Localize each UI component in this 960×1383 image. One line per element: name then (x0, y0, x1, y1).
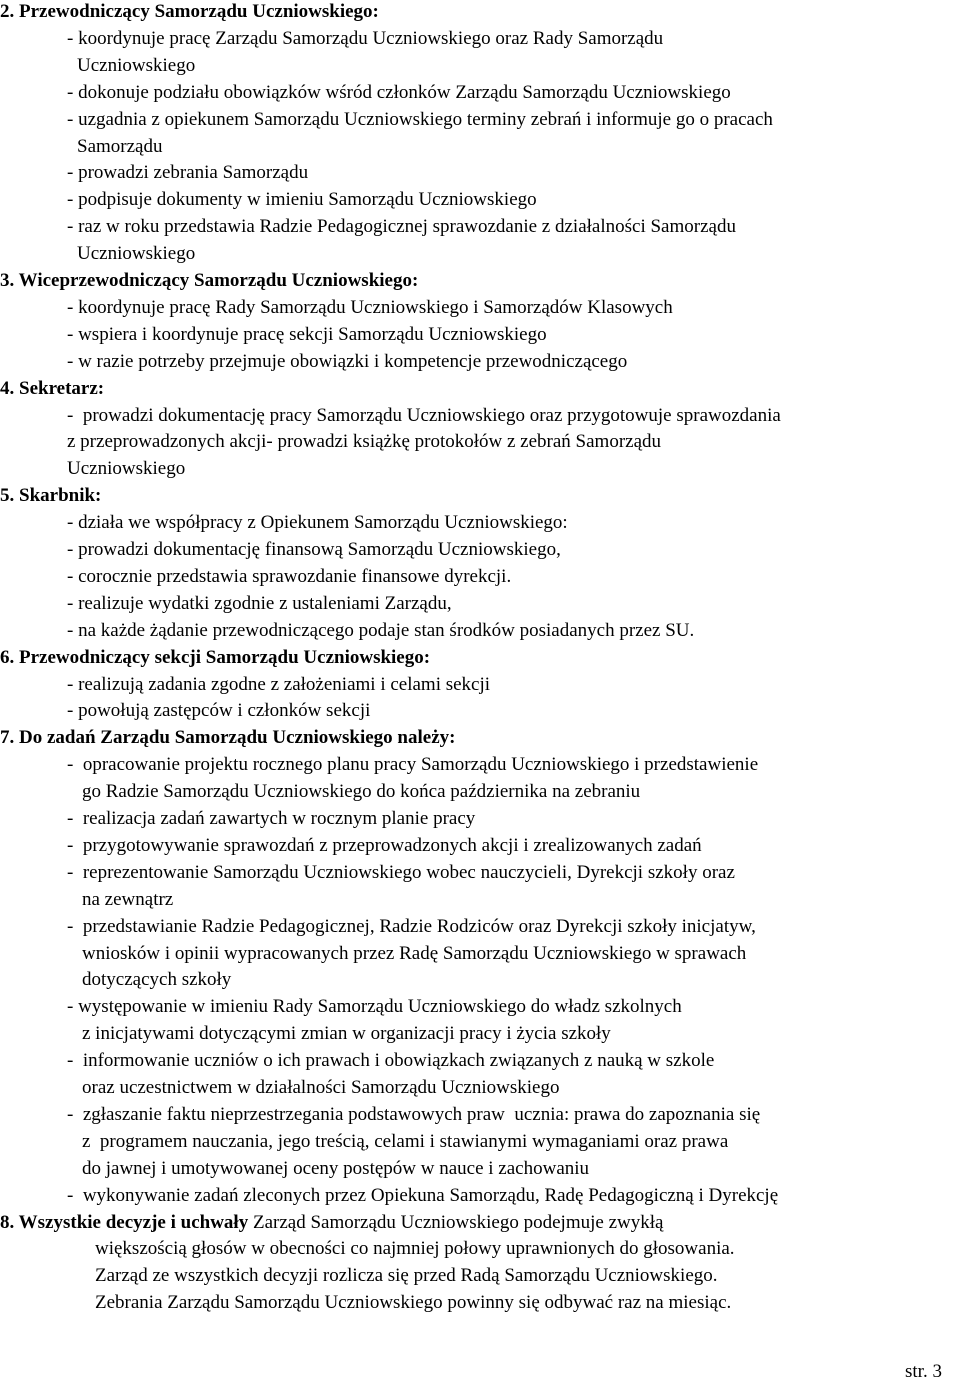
section-heading: 4. Sekretarz: (0, 377, 105, 399)
section-heading: 2. Przewodniczący Samorządu Uczniowskiego: (0, 1, 379, 22)
text-line (82, 1155, 589, 1182)
text-line (67, 859, 735, 886)
line-text: - opracowanie projektu rocznego planu pracy Samorządu Uczniowskiego i przedstawienie (67, 754, 759, 776)
line-text: Uczniowskiego (77, 54, 196, 76)
text-line (95, 1289, 731, 1316)
text-line (67, 428, 661, 455)
section-heading-line (0, 482, 101, 509)
line-text: - zgłaszanie faktu nieprzestrzegania podstawowych praw ucznia: prawa do zapoznania się (67, 1103, 761, 1125)
line-text: - dokonuje podziału obowiązków wśród członków Zarządu Samorządu Uczniowskiego (67, 81, 731, 103)
text-line (82, 886, 173, 913)
line-text: - informowanie uczniów o ich prawach i obowiązkach związanych z nauką w szkole (67, 1050, 715, 1072)
line-text: - koordynuje pracę Zarządu Samorządu Uczniowskiego oraz Rady Samorządu (67, 27, 664, 49)
line-text: na zewnątrz (82, 888, 174, 910)
text-line (67, 1182, 778, 1209)
text-line (67, 159, 308, 186)
line-text: - koordynuje pracę Rady Samorządu Uczniowskiego i Samorządów Klasowych (67, 296, 673, 318)
line-text: - działa we współpracy z Opiekunem Samorządu Uczniowskiego: (67, 512, 568, 534)
line-text: z przeprowadzonych akcji- prowadzi książkę protokołów z zebrań Samorządu (67, 431, 662, 453)
line-text: go Radzie Samorządu Uczniowskiego do końca października na zebraniu (82, 781, 641, 803)
line-text: Samorządu (77, 135, 163, 157)
text-line (67, 697, 370, 724)
text-line (67, 671, 490, 698)
section-heading-line (0, 0, 379, 25)
text-line (67, 321, 547, 348)
text-line (67, 590, 452, 617)
text-line (82, 1020, 611, 1047)
line-text: - prowadzi dokumentację finansową Samorządu Uczniowskiego, (67, 539, 561, 560)
section-heading-line (0, 644, 430, 671)
text-line (67, 913, 756, 940)
line-text: do jawnej i umotywowanej oceny postępów w nauce i zachowaniu (82, 1157, 590, 1179)
line-text: dotyczących szkoły (82, 969, 232, 991)
text-line (82, 778, 640, 805)
line-text: - przedstawianie Radzie Pedagogicznej, Radzie Rodziców oraz Dyrekcji szkoły inicjatyw, (67, 915, 756, 937)
line-text: z inicjatywami dotyczącymi zmian w organizacji pracy i życia szkoły (82, 1023, 611, 1045)
section-heading: 6. Przewodniczący sekcji Samorządu Uczniowskiego: (0, 646, 431, 668)
line-text: Uczniowskiego (67, 458, 186, 480)
line-text: - uzgadnia z opiekunem Samorządu Uczniowskiego terminy zebrań i informuje go o pracach (67, 108, 773, 130)
text-line (67, 536, 561, 563)
text-line (67, 832, 702, 859)
section-heading-line (0, 267, 418, 294)
text-line (67, 1101, 760, 1128)
text-line (67, 617, 694, 644)
line-text: Uczniowskiego (77, 243, 196, 265)
section-heading: 8. Wszystkie decyzje i uchwały (0, 1211, 249, 1233)
line-text: - corocznie przedstawia sprawozdanie finansowe dyrekcji. (67, 565, 512, 587)
text-line (82, 1128, 728, 1155)
line-text: - przygotowywanie sprawozdań z przeprowadzonych akcji i zrealizowanych zadań (67, 834, 702, 856)
text-line (95, 1235, 735, 1262)
text-line (82, 940, 746, 967)
section-heading: 7. Do zadań Zarządu Samorządu Uczniowskiego należy: (0, 727, 456, 749)
line-text: - realizuje wydatki zgodnie z ustaleniami Zarządu, (67, 592, 452, 614)
section-heading-line (0, 375, 104, 402)
line-text: - wykonywanie zadań zleconych przez Opiekuna Samorządu, Radę Pedagogiczną i Dyrekcję (67, 1184, 779, 1206)
section-heading: 3. Wiceprzewodniczący Samorządu Uczniowskiego: (0, 270, 419, 291)
line-text: - reprezentowanie Samorządu Uczniowskiego wobec nauczycieli, Dyrekcji szkoły oraz (67, 861, 735, 883)
line-text: - wspiera i koordynuje pracę sekcji Samorządu Uczniowskiego (67, 323, 547, 345)
text-line (82, 1074, 559, 1101)
text-line (67, 213, 736, 240)
text-line (67, 106, 773, 133)
text-line (77, 52, 195, 79)
line-text: oraz uczestnictwem w działalności Samorządu Uczniowskiego (82, 1077, 560, 1098)
line-text: z programem nauczania, jego treścią, celami i stawianymi wymaganiami oraz prawa (82, 1130, 729, 1152)
text-line (67, 563, 511, 590)
section-heading-line (0, 724, 455, 751)
text-line (77, 133, 162, 160)
line-text: Zarząd Samorządu Uczniowskiego podejmuje zwykłą (248, 1211, 664, 1233)
text-line (67, 993, 682, 1020)
line-text: - prowadzi zebrania Samorządu (67, 162, 309, 184)
line-text: większością głosów w obecności co najmniej połowy uprawnionych do głosowania. (95, 1238, 735, 1260)
section-heading-line (0, 1209, 663, 1236)
text-line (67, 25, 663, 52)
text-line (67, 348, 627, 375)
line-text: wniosków i opinii wypracowanych przez Radę Samorządu Uczniowskiego w sprawach (82, 942, 747, 964)
line-text: - podpisuje dokumenty w imieniu Samorządu Uczniowskiego (67, 189, 537, 211)
text-line (67, 186, 537, 213)
page-number: str. 3 (905, 1361, 942, 1382)
line-text: - powołują zastępców i członków sekcji (67, 700, 371, 722)
text-line (67, 79, 731, 106)
line-text: - prowadzi dokumentację pracy Samorządu Uczniowskiego oraz przygotowuje sprawozdania (67, 404, 781, 426)
line-text: Zebrania Zarządu Samorządu Uczniowskiego powinny się odbywać raz na miesiąc. (95, 1292, 732, 1314)
line-text: - realizacja zadań zawartych w rocznym planie pracy (67, 808, 476, 829)
line-text: - występowanie w imieniu Rady Samorządu Uczniowskiego do władz szkolnych (67, 996, 682, 1018)
text-line (67, 294, 673, 321)
line-text: - na każde żądanie przewodniczącego podaje stan środków posiadanych przez SU. (67, 619, 695, 641)
text-line (67, 455, 185, 482)
text-line (77, 240, 195, 267)
line-text: - realizują zadania zgodne z założeniami i celami sekcji (67, 673, 491, 695)
text-line (82, 966, 231, 993)
text-line (67, 402, 781, 429)
line-text: Zarząd ze wszystkich decyzji rozlicza się przed Radą Samorządu Uczniowskiego. (95, 1265, 718, 1287)
text-line (67, 1047, 714, 1074)
line-text: - w razie potrzeby przejmuje obowiązki i kompetencje przewodniczącego (67, 350, 628, 372)
text-line (67, 509, 568, 536)
section-heading: 5. Skarbnik: (0, 485, 102, 507)
text-line (67, 805, 475, 832)
text-line (95, 1262, 718, 1289)
line-text: - raz w roku przedstawia Radzie Pedagogicznej sprawozdanie z działalności Samorządu (67, 216, 736, 238)
text-line (67, 751, 758, 778)
